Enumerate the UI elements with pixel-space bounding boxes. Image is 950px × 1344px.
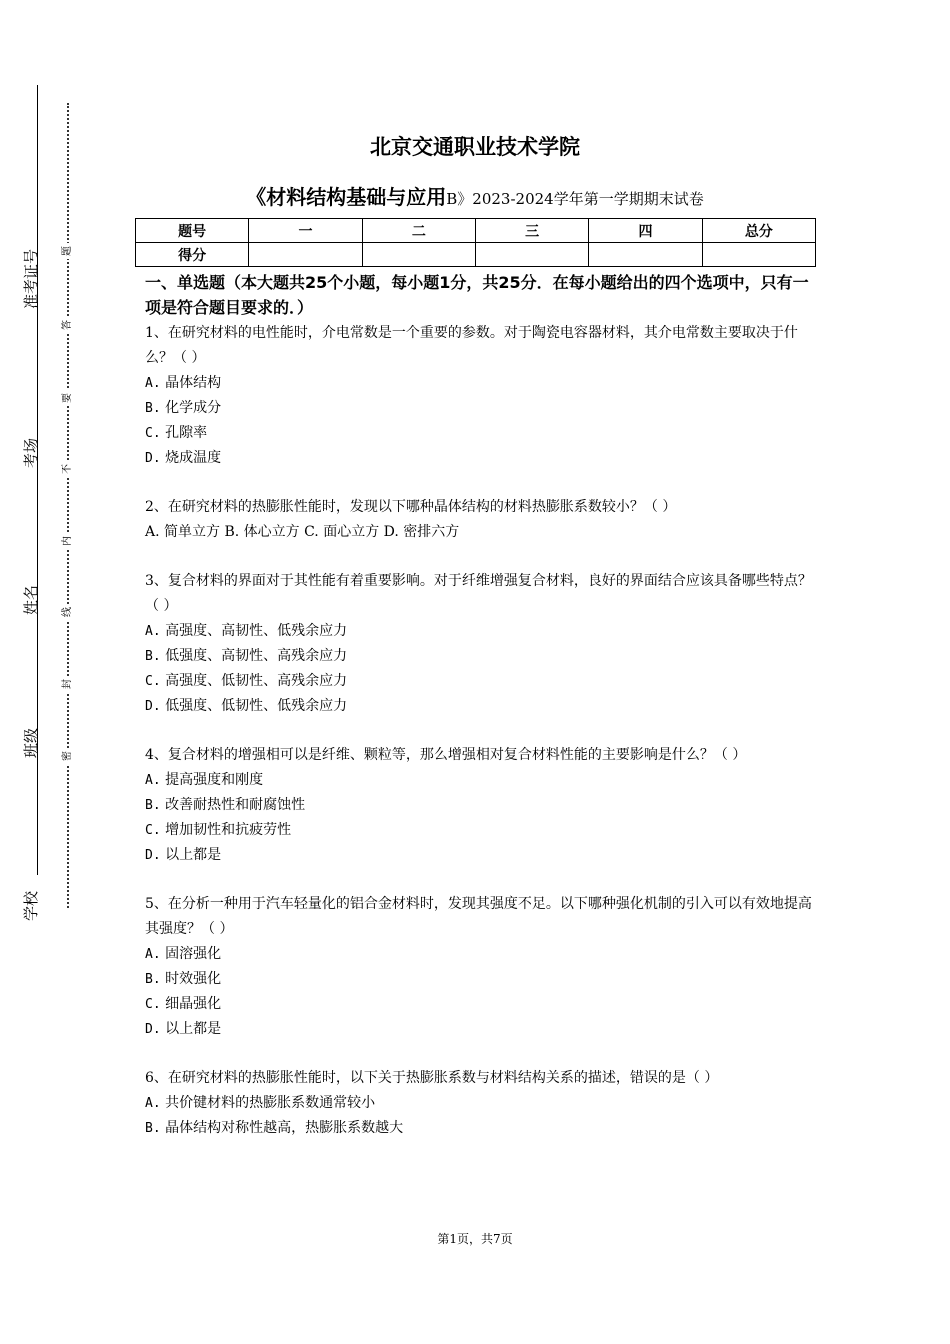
exam-title-course: 《材料结构基础与应用 [246,185,447,209]
score-cell [702,243,815,267]
option-text: 提高强度和刚度 [165,772,264,788]
exam-title-term: B》2023-2024学年第一学期期末试卷 [446,190,704,208]
score-header-cell: 三 [475,219,588,243]
option-text: 共价键材料的热膨胀系数通常较小 [165,1095,376,1111]
option [145,446,817,471]
option-text: 高强度、低韧性、高残余应力 [165,673,348,689]
question-2 [145,495,817,545]
margin-label-exam-number: 准考证号 [22,248,40,309]
option-text: 低强度、高韧性、高残余应力 [165,648,348,664]
option-letter: A. [145,773,161,788]
question-stem: 1、在研究材料的电性能时，介电常数是一个重要的参数。对于陶瓷电容器材料，其介电常数主要取决于什么？（ ） [145,325,798,366]
option-text: 晶体结构 [165,375,222,391]
option [145,619,817,644]
option-letter: A. [145,624,161,639]
seal-char: 不 [60,461,76,477]
option-letter: B. [145,798,161,813]
option [145,371,817,396]
question-3 [145,569,817,719]
seal-char: 封 [60,676,76,692]
score-table-score-row [136,243,816,267]
score-header-cell: 四 [589,219,702,243]
option-text: 以上都是 [165,1021,222,1037]
option-letter: C. [145,997,161,1012]
option [145,942,817,967]
margin-label-name: 姓名 [22,585,40,616]
option-letter: D. [145,451,161,466]
seal-char: 密 [60,748,76,764]
question-4 [145,743,817,868]
exam-content [145,270,817,1141]
option-letter: A. [145,947,161,962]
margin-label-exam-room: 考场 [22,438,40,469]
score-table-header-row [136,219,816,243]
option-text: 晶体结构对称性越高，热膨胀系数越大 [165,1120,404,1136]
score-header-cell: 总分 [702,219,815,243]
seal-char: 要 [60,390,76,406]
option-letter: B. [145,401,161,416]
score-header-cell: 二 [362,219,475,243]
option [145,694,817,719]
section-title: 一、单选题（本大题共25个小题，每小题1分，共25分．在每小题给出的四个选项中，只有一项是符合题目要求的．） [145,273,809,317]
question-stem: 5、在分析一种用于汽车轻量化的铝合金材料时，发现其强度不足。以下哪种强化机制的引入可以有效地提高其强度？（ ） [145,896,812,937]
option-letter: A. [145,1096,161,1111]
option [145,768,817,793]
option [145,818,817,843]
option-text: 化学成分 [165,400,222,416]
question-stem: 2、在研究材料的热膨胀性能时，发现以下哪种晶体结构的材料热膨胀系数较小？（ ） [145,499,677,515]
option-text: 低强度、低韧性、低残余应力 [165,698,348,714]
seal-char: 题 [60,243,76,259]
page-footer: 第1页，共7页 [437,1232,513,1246]
inline-options: A. 简单立方 B. 体心立方 C. 面心立方 D. 密排六方 [145,524,460,540]
option-text: 改善耐热性和耐腐蚀性 [165,797,306,813]
question-stem: 6、在研究材料的热膨胀性能时，以下关于热膨胀系数与材料结构关系的描述，错误的是（ ） [145,1070,719,1086]
option-letter: B. [145,972,161,987]
option-letter: D. [145,699,161,714]
option-text: 细晶强化 [165,996,222,1012]
question-1 [145,321,817,471]
option-letter: A. [145,376,161,391]
school-title: 北京交通职业技术学院 [370,135,580,159]
option-text: 孔隙率 [165,425,208,441]
score-header-cell: 一 [249,219,362,243]
question-stem: 4、复合材料的增强相可以是纤维、颗粒等，那么增强相对复合材料性能的主要影响是什么？（ ） [145,747,747,763]
question-stem: 3、复合材料的界面对于其性能有着重要影响。对于纤维增强复合材料，良好的界面结合应该具备哪些特点？（ ） [145,573,812,614]
score-cell [249,243,362,267]
option [145,421,817,446]
option [145,644,817,669]
seal-dotted-line [67,103,69,908]
option [145,967,817,992]
option [145,1017,817,1042]
question-6 [145,1066,817,1141]
seal-char: 线 [60,604,76,620]
option-text: 高强度、高韧性、低残余应力 [165,623,348,639]
score-cell [362,243,475,267]
option-text: 固溶强化 [165,946,222,962]
seal-char: 答 [60,317,76,333]
margin-label-school: 学校 [22,891,40,922]
option [145,1116,817,1141]
option-text: 以上都是 [165,847,222,863]
margin-label-class: 班级 [22,728,40,759]
option-letter: D. [145,1022,161,1037]
option [145,793,817,818]
option-letter: C. [145,426,161,441]
option [145,669,817,694]
option-text: 增加韧性和抗疲劳性 [165,822,292,838]
seal-char: 内 [60,533,76,549]
score-cell [589,243,702,267]
option-letter: B. [145,1121,161,1136]
option-letter: B. [145,649,161,664]
score-row-label: 得分 [136,243,249,267]
score-cell [475,243,588,267]
option [145,843,817,868]
option-letter: C. [145,823,161,838]
option [145,1091,817,1116]
question-5 [145,892,817,1042]
score-table [135,218,816,267]
option [145,396,817,421]
option-letter: D. [145,848,161,863]
option-text: 时效强化 [165,971,222,987]
option-text: 烧成温度 [165,450,222,466]
option [145,992,817,1017]
score-header-cell: 题号 [136,219,249,243]
option-letter: C. [145,674,161,689]
exam-title [0,181,950,210]
